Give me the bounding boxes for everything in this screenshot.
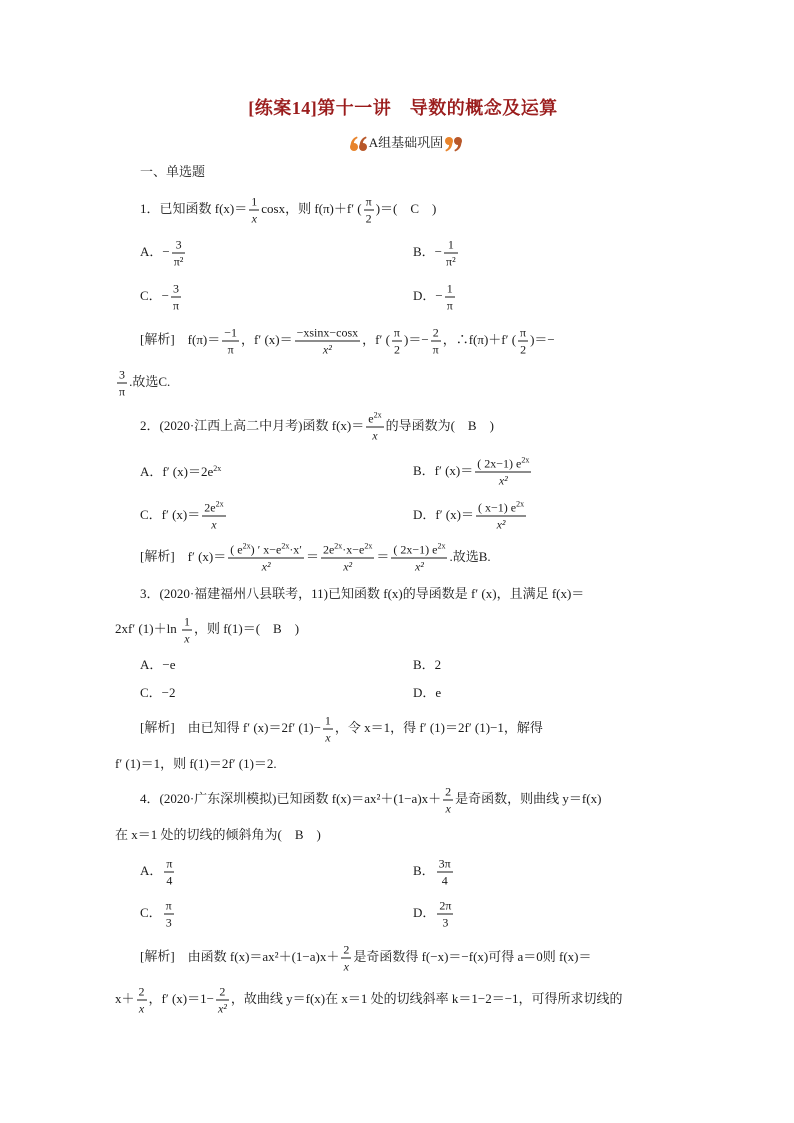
fraction [164, 857, 174, 888]
fraction-denominator: π [432, 342, 439, 357]
fraction-denominator: 3 [442, 915, 449, 930]
fraction [216, 985, 229, 1016]
text-segment: 是奇函数得 f(−x)＝−f(x)可得 a＝0则 f(x)＝ [353, 948, 592, 964]
question-3-analysis [140, 714, 543, 745]
text-segment: 的导函数为( B ) [385, 417, 494, 433]
exponent: 2x [521, 455, 530, 465]
question-1-analysis [140, 326, 555, 357]
fraction-denominator: 2 [520, 342, 527, 357]
text-segment: 2e [322, 542, 335, 557]
text-segment: 2e [200, 464, 214, 479]
exponent: 2x [373, 410, 382, 420]
fraction-denominator: x [138, 1001, 145, 1016]
fraction [445, 282, 455, 313]
close-quote-icon [443, 135, 463, 153]
exponent: 2x [242, 541, 251, 551]
option-label: C．f′ (x)＝ [140, 506, 201, 522]
text-segment: )＝− [403, 331, 429, 347]
question-1-option-b [413, 238, 460, 269]
fraction [321, 543, 374, 574]
option-label: A．f′ (x)＝ [140, 464, 201, 479]
fraction-numerator: π [393, 325, 400, 340]
text-segment: 由函数 f(x)＝ax²＋(1−a)x＋ [187, 948, 340, 964]
fraction-denominator: x² [217, 1001, 227, 1016]
fraction-numerator: π [165, 898, 172, 913]
text-segment: ，令 x＝1，得 f′ (1)＝2f′ (1)−1，解得 [334, 719, 543, 735]
text-segment: 4．(2020·广东深圳模拟)已知函数 f(x)＝ax²＋(1−a)x＋ [140, 790, 442, 806]
fraction-denominator: π [227, 342, 234, 357]
option-label: B．− [413, 243, 443, 259]
fraction-denominator: x² [261, 559, 271, 574]
group-label: A组基础巩固 [368, 134, 444, 150]
option-label: B．f′ (x)＝ [413, 462, 474, 478]
question-3-stem-continued [115, 615, 299, 646]
fraction-numerator [228, 543, 304, 559]
fraction [323, 714, 333, 745]
question-3-option-b: B．2 [413, 657, 442, 672]
fraction-numerator: 1 [183, 614, 190, 629]
question-1-analysis-continued [115, 368, 170, 399]
question-2-analysis [140, 543, 491, 574]
fraction-numerator: 2 [343, 942, 350, 957]
fraction [117, 368, 127, 399]
fraction-numerator: 2π [439, 898, 452, 913]
question-4-option-c [140, 899, 176, 930]
question-3-stem: 3．(2020·福建福州八县联考，11)已知函数 f(x)的导函数是 f′ (x)，且满足 f(x)＝ [140, 586, 585, 601]
text-segment: 由已知得 f′ (x)＝2f′ (1)− [187, 719, 321, 735]
fraction-numerator: 2 [216, 985, 229, 1001]
fraction [443, 785, 453, 816]
option-label: C．− [140, 287, 170, 303]
question-4-option-a [140, 857, 176, 888]
question-4-stem-continued: 在 x＝1 处的切线的倾斜角为( B ) [115, 827, 321, 842]
fraction-denominator: π [119, 384, 126, 399]
question-1-stem [140, 195, 436, 226]
text-segment: f′ (x)＝ [187, 548, 227, 564]
text-segment: ，f′ ( [362, 331, 390, 347]
question-4-analysis-continued [115, 985, 623, 1016]
fraction [475, 457, 531, 488]
fraction [437, 899, 453, 930]
fraction-denominator: 2 [393, 342, 400, 357]
fraction [391, 543, 447, 574]
text-segment: 1．已知函数 f(x)＝ [140, 200, 248, 216]
question-3-option-c: C．−2 [140, 685, 176, 700]
fraction [164, 899, 174, 930]
analysis-tag: [解析] [140, 719, 175, 735]
text-segment: 2．(2020·江西上高二中月考)函数 f(x)＝ [140, 417, 365, 433]
fraction-denominator: 3 [165, 915, 172, 930]
fraction-denominator: x [325, 730, 331, 745]
fraction-numerator: −xsinx−cosx [296, 325, 359, 340]
text-segment: ·x′ [289, 542, 302, 557]
open-quote-icon [349, 135, 369, 153]
fraction-denominator: π [446, 298, 453, 313]
fraction-denominator: x [251, 211, 257, 226]
text-segment: ( 2x−1) e [477, 456, 522, 471]
option-label: D． [413, 904, 436, 920]
option-label: A．− [140, 243, 170, 259]
question-4-stem [140, 785, 601, 816]
fraction-numerator [391, 543, 447, 559]
fraction-denominator: x [184, 631, 190, 646]
exponent: 2x [213, 464, 222, 473]
fraction [364, 195, 374, 226]
fraction-denominator: x [445, 801, 451, 816]
fraction-denominator: x² [498, 473, 508, 488]
question-2-stem [140, 412, 494, 443]
text-segment: )＝( C ) [375, 200, 437, 216]
fraction-numerator: 3π [438, 856, 451, 871]
fraction [444, 238, 458, 269]
fraction-denominator: 4 [166, 873, 173, 888]
fraction [392, 326, 402, 357]
fraction-denominator: x² [496, 517, 506, 532]
fraction-numerator: π [365, 194, 372, 209]
text-segment: ，f′ (x)＝ [241, 331, 293, 347]
option-label: C． [140, 904, 162, 920]
text-segment: ＝ [305, 548, 319, 564]
exponent: 2x [364, 541, 373, 551]
fraction-numerator [476, 501, 526, 517]
analysis-tag: [解析] [140, 548, 175, 564]
fraction-numerator: π [166, 856, 173, 871]
question-4-option-b [413, 857, 455, 888]
question-3-option-a: A．−e [140, 657, 176, 672]
text-segment: ·x−e [342, 542, 365, 557]
text-segment: ( x−1) e [477, 500, 517, 515]
text-segment: e [368, 411, 374, 426]
exponent: 2x [516, 499, 525, 509]
section-heading: 一、单选题 [140, 164, 206, 179]
fraction [171, 282, 181, 313]
text-segment: 2e [204, 500, 216, 515]
question-1-option-d [413, 282, 457, 313]
exponent: 2x [215, 499, 224, 509]
fraction [341, 943, 351, 974]
text-segment: .故选C. [129, 373, 171, 389]
fraction [202, 501, 225, 532]
text-segment: 2xf′ (1)＋ln [115, 620, 180, 636]
question-3-option-d: D．e [413, 685, 442, 700]
fraction-denominator: x² [322, 342, 332, 357]
fraction-denominator: x [211, 517, 217, 532]
fraction-numerator: 1 [444, 238, 458, 254]
fraction-denominator: x [372, 428, 378, 443]
fraction [431, 326, 441, 357]
fraction-numerator: 3 [117, 368, 127, 384]
text-segment: ＝ [376, 548, 390, 564]
text-segment: f(π)＝ [187, 331, 221, 347]
text-segment: x＋ [115, 990, 135, 1006]
fraction-denominator: 4 [441, 873, 448, 888]
question-2-option-c [140, 501, 228, 532]
option-label: A． [140, 862, 163, 878]
group-heading [26, 133, 786, 153]
fraction-numerator: −1 [224, 325, 238, 340]
option-label: B． [413, 862, 435, 878]
fraction-numerator: 2 [431, 326, 441, 342]
fraction [182, 615, 192, 646]
fraction-numerator [475, 457, 531, 473]
option-label: D．− [413, 287, 443, 303]
fraction [228, 543, 304, 574]
fraction [437, 857, 453, 888]
fraction [518, 326, 528, 357]
analysis-tag: [解析] [140, 948, 175, 964]
question-2-option-b [413, 457, 533, 488]
question-2-option-d [413, 501, 528, 532]
text-segment: )＝− [530, 331, 555, 347]
text-segment: ，故曲线 y＝f(x)在 x＝1 处的切线斜率 k＝1−2＝−1，可得所求切线的 [230, 990, 623, 1006]
fraction-numerator: 3 [171, 282, 181, 298]
option-label: D．f′ (x)＝ [413, 506, 474, 522]
exponent: 2x [281, 541, 290, 551]
text-segment: ) ′ x−e [250, 542, 282, 557]
fraction-numerator [202, 501, 225, 517]
fraction-numerator: 1 [324, 713, 331, 728]
text-segment: cosx，则 f(π)＋f′ ( [261, 200, 362, 216]
fraction-denominator: π² [446, 254, 456, 269]
fraction-numerator: π [520, 325, 527, 340]
exponent: 2x [437, 541, 446, 551]
fraction [172, 238, 186, 269]
text-segment: .故选B. [449, 548, 491, 564]
fraction [137, 985, 147, 1016]
fraction [366, 412, 383, 443]
question-1-option-c [140, 282, 183, 313]
question-1-option-a [140, 238, 187, 269]
fraction-numerator [366, 412, 383, 428]
question-4-option-d [413, 899, 455, 930]
page-title: [练案14]第十一讲 导数的概念及运算 [248, 98, 558, 118]
fraction-denominator: x [343, 959, 349, 974]
text-segment: ( e [230, 542, 243, 557]
fraction-numerator [321, 543, 374, 559]
fraction-denominator: x² [414, 559, 424, 574]
question-4-analysis [140, 943, 592, 974]
fraction [476, 501, 526, 532]
fraction [249, 195, 259, 226]
question-3-analysis-continued: f′ (1)＝1，则 f(1)＝2f′ (1)＝2. [115, 756, 277, 771]
fraction-denominator: π² [173, 254, 184, 269]
fraction-numerator: 3 [172, 238, 186, 254]
text-segment: ，则 f(1)＝( B ) [193, 620, 300, 636]
fraction [222, 326, 239, 357]
text-segment: ，∴f(π)＋f′ ( [442, 331, 517, 347]
exponent: 2x [334, 541, 343, 551]
text-segment: ( 2x−1) e [393, 542, 438, 557]
text-segment: ，f′ (x)＝1− [148, 990, 214, 1006]
fraction-numerator: 1 [251, 194, 258, 209]
fraction-numerator: 1 [445, 282, 455, 298]
fraction-denominator: π [173, 298, 180, 313]
fraction-denominator: 2 [365, 211, 372, 226]
question-2-option-a [140, 462, 221, 482]
text-segment: 是奇函数，则曲线 y＝f(x) [455, 790, 602, 806]
fraction-denominator: x² [343, 559, 353, 574]
fraction [295, 326, 361, 357]
fraction-numerator: 2 [138, 984, 145, 999]
analysis-tag: [解析] [140, 331, 175, 347]
fraction-numerator: 2 [445, 784, 452, 799]
